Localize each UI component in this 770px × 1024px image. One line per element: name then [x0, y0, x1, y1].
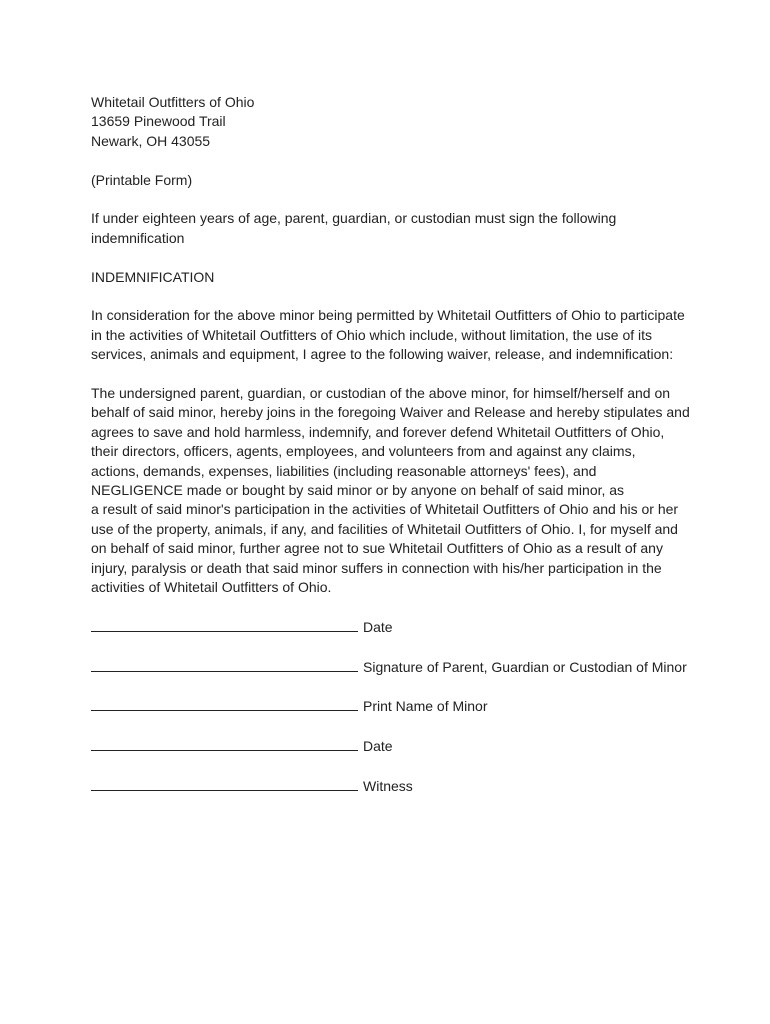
parent-signature-line[interactable] — [91, 657, 358, 672]
company-name: Whitetail Outfitters of Ohio — [91, 94, 255, 110]
printable-form-note — [91, 171, 711, 190]
indemnity-line: activities of Whitetail Outfitters of Ohio. — [91, 579, 332, 596]
intro-line: If under eighteen years of age, parent, guardian, or custodian must sign the following — [91, 210, 617, 227]
company-city: Newark, OH 43055 — [91, 132, 211, 149]
heading-text: INDEMNIFICATION — [91, 268, 215, 285]
signature-label: Signature of Parent, Guardian or Custodian of Minor — [363, 658, 687, 675]
signature-row-witness — [91, 776, 711, 796]
witness-signature-line[interactable] — [91, 776, 358, 791]
intro-line: indemnification — [91, 229, 185, 246]
indemnity-line: injury, paralysis or death that said minor suffers in connection with his/her participation in the — [91, 559, 662, 576]
signature-block — [91, 617, 711, 797]
consideration-paragraph — [91, 306, 711, 364]
indemnity-line: agrees to save and hold harmless, indemnify, and forever defend Whitetail Outfitters of Ohio, — [91, 423, 665, 440]
minor-name-line[interactable] — [91, 696, 358, 711]
indemnity-line: actions, demands, expenses, liabilities (including reasonable attorneys' fees), and — [91, 462, 597, 479]
indemnity-line: behalf of said minor, hereby joins in the foregoing Waiver and Release and hereby stipulates and — [91, 404, 690, 421]
date-signature-line[interactable] — [91, 617, 358, 632]
indemnification-heading — [91, 268, 711, 287]
intro-paragraph — [91, 209, 711, 248]
document-body — [91, 93, 711, 796]
indemnity-line: their directors, officers, agents, employees, and volunteers from and against any claims, — [91, 443, 636, 460]
indemnity-paragraph — [91, 384, 711, 597]
indemnity-line: The undersigned parent, guardian, or custodian of the above minor, for himself/herself and on — [91, 385, 671, 402]
indemnity-line: NEGLIGENCE made or bought by said minor or by anyone on behalf of said minor, as — [91, 482, 625, 499]
form-note-text: (Printable Form) — [91, 171, 193, 188]
company-street: 13659 Pinewood Trail — [91, 113, 226, 130]
signature-row-date — [91, 617, 711, 637]
signature-label: Print Name of Minor — [363, 698, 488, 715]
signature-label: Date — [363, 738, 393, 755]
company-address-block — [91, 93, 711, 151]
consideration-line: in the activities of Whitetail Outfitters of Ohio which include, without limitation, the use of its — [91, 326, 653, 343]
indemnity-line: use of the property, animals, if any, and facilities of Whitetail Outfitters of Ohio. I, for myself and — [91, 520, 678, 537]
signature-label: Date — [363, 618, 393, 635]
indemnity-line: on behalf of said minor, further agree not to sue Whitetail Outfitters of Ohio as a result of any — [91, 540, 663, 557]
second-date-line[interactable] — [91, 736, 358, 751]
signature-row-minor-name — [91, 696, 711, 716]
indemnity-line: a result of said minor's participation in the activities of Whitetail Outfitters of Ohio and his or her — [91, 501, 679, 518]
consideration-line: services, animals and equipment, I agree to the following waiver, release, and indemnification: — [91, 346, 674, 363]
signature-row-parent — [91, 657, 711, 677]
consideration-line: In consideration for the above minor being permitted by Whitetail Outfitters of Ohio to participate — [91, 307, 685, 324]
signature-row-date-2 — [91, 736, 711, 756]
signature-label: Witness — [363, 778, 413, 795]
